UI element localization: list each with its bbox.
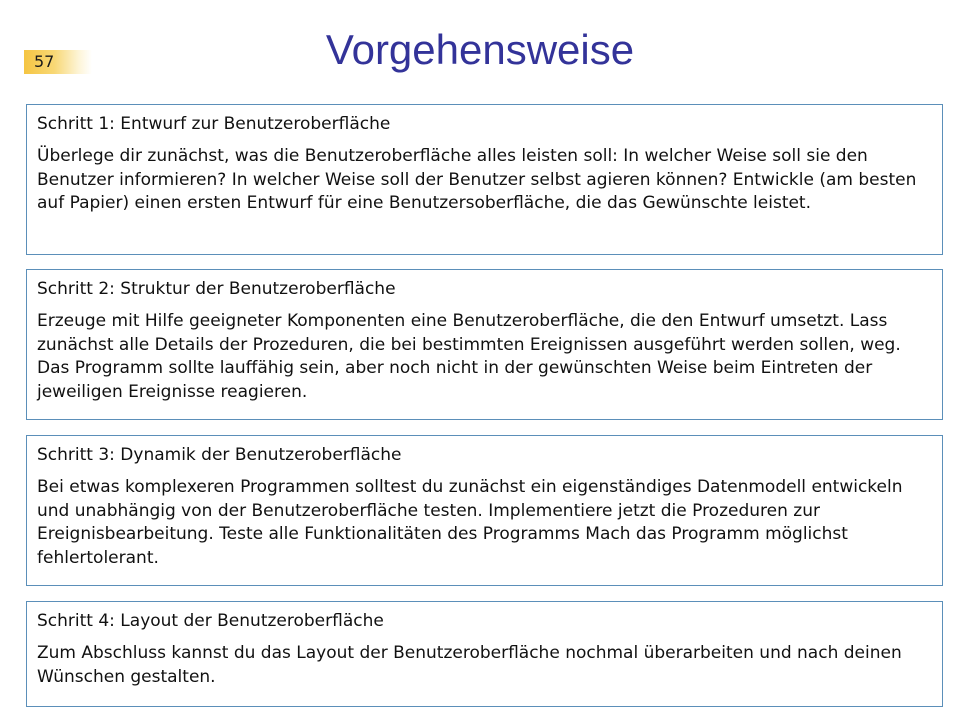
step-2-heading: Schritt 2: Struktur der Benutzeroberfläche [37,279,396,299]
step-3-box [26,435,943,586]
step-1-box [26,104,943,255]
page-number: 57 [24,50,92,74]
step-3-heading: Schritt 3: Dynamik der Benutzeroberfläche [37,445,402,465]
step-1-heading: Schritt 1: Entwurf zur Benutzeroberfläche [37,114,391,134]
step-4-box [26,601,943,707]
step-2-text: Erzeuge mit Hilfe geeigneter Komponenten eine Benutzeroberfläche, die den Entwurf umsetzt. Lass zunächst alle Details der Prozeduren, die bei bestimmten Ereignissen ausgeführt werden sollen, weg. Das Programm sollte lauffähig sein, aber noch nicht in der gewünschten Weise beim Eintreten der jeweiligen Ereignisse reagieren. [37,311,901,402]
step-4-heading: Schritt 4: Layout der Benutzeroberfläche [37,611,384,631]
step-2-box [26,269,943,420]
step-3-text: Bei etwas komplexeren Programmen solltest du zunächst ein eigenständiges Datenmodell entwickeln und unabhängig von der Benutzeroberfläche testen. Implementiere jetzt die Prozeduren zur Ereignisbearbeitung. Teste alle Funktionalitäten des Programms Mach das Programm möglichst fehlertolerant. [37,477,903,568]
step-4-text: Zum Abschluss kannst du das Layout der Benutzeroberfläche nochmal überarbeiten und nach deinen Wünschen gestalten. [37,643,902,687]
step-1-text: Überlege dir zunächst, was die Benutzeroberfläche alles leisten soll: In welcher Weise soll sie den Benutzer informieren? In welcher Weise soll der Benutzer selbst agieren können? Entwickle (am besten auf Papier) einen ersten Entwurf für eine Benutzersoberfläche, die das Gewünschte leistet. [37,146,917,213]
slide-title: Vorgehensweise [325,26,635,73]
